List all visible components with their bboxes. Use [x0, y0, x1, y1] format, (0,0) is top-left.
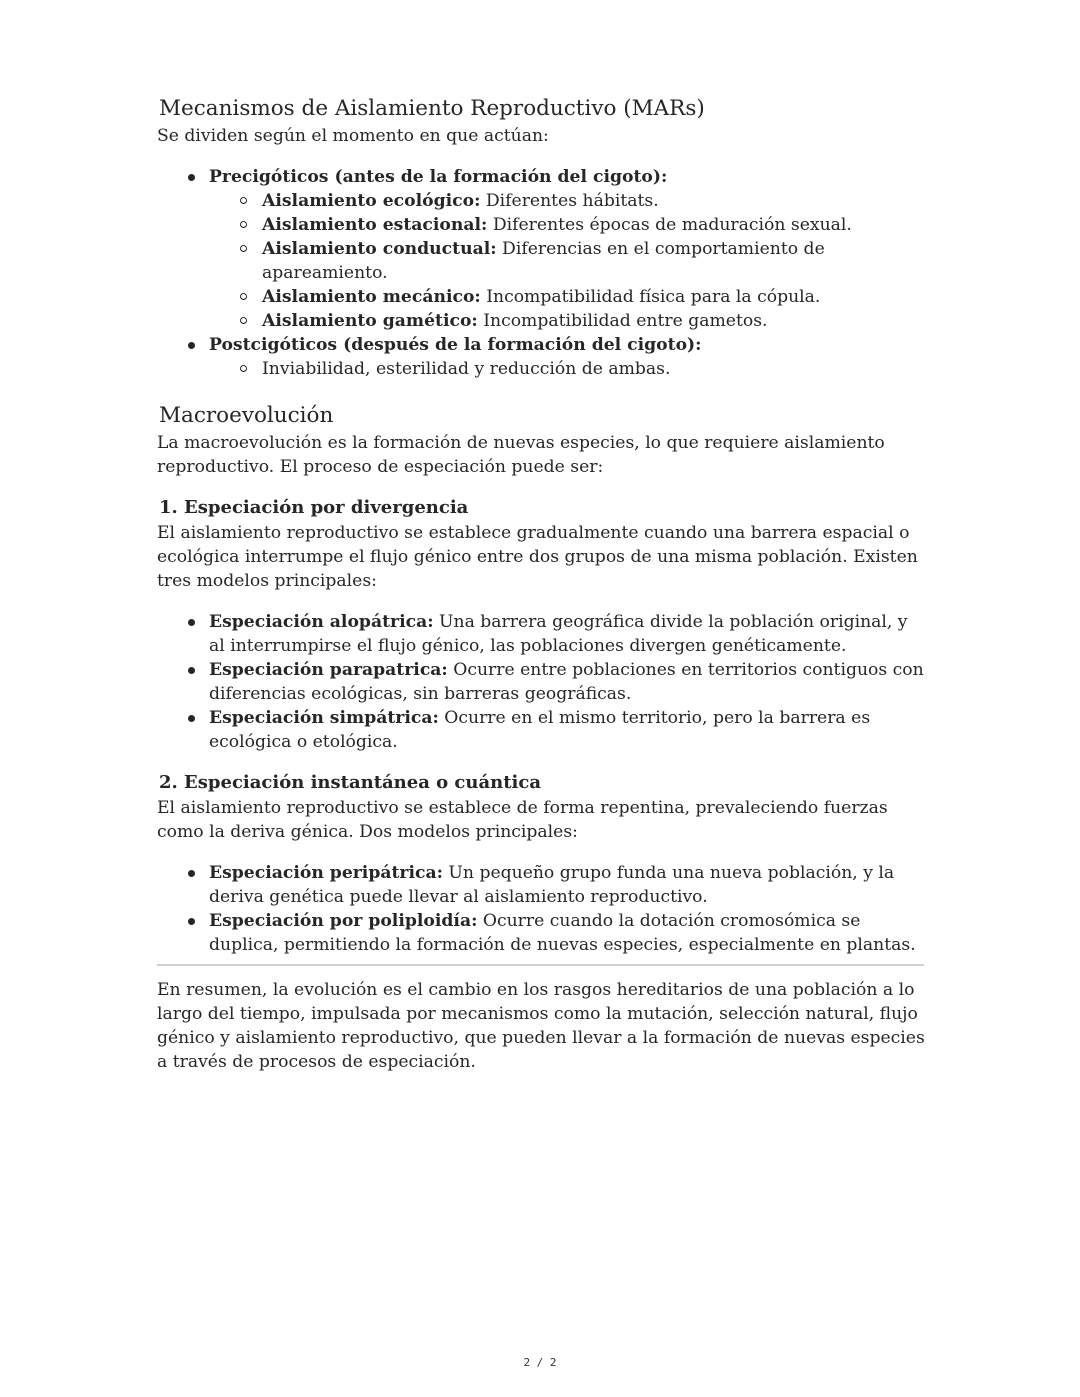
term: Especiación peripátrica: [209, 863, 443, 883]
page-number: 2 / 2 [523, 1356, 557, 1369]
subheading-divergencia: 1. Especiación por divergencia [159, 497, 469, 518]
list-item [262, 189, 927, 213]
list-item [262, 213, 927, 237]
instantanea-intro: El aislamiento reproductivo se establece de forma repentina, prevaleciendo fuerzas como la deriva génica. Dos modelos principales: [157, 798, 888, 842]
section-heading-macro: Macroevolución [159, 403, 334, 428]
pre-sublist [209, 189, 927, 333]
section-heading-mars: Mecanismos de Aislamiento Reproductivo (MARs) [159, 96, 705, 121]
list-item [209, 333, 927, 381]
list-item [262, 285, 927, 309]
term-text: Ocurre entre poblaciones en territorios contiguos con diferencias ecológicas, sin barreras geográficas. [209, 660, 924, 704]
list-item [209, 861, 927, 909]
term-text: Ocurre cuando la dotación cromosómica se duplica, permitiendo la formación de nuevas especies, especialmente en plantas. [209, 911, 916, 955]
term-text: Diferentes épocas de maduración sexual. [487, 215, 852, 235]
list-item [209, 165, 927, 333]
divergencia-list [157, 610, 927, 754]
pre-label: Precigóticos (antes de la formación del cigoto): [209, 167, 668, 187]
list-item: Inviabilidad, esterilidad y reducción de ambas. [262, 357, 927, 381]
term: Aislamiento gamético: [262, 311, 478, 331]
term: Especiación simpátrica: [209, 708, 439, 728]
term: Especiación por poliploidía: [209, 911, 478, 931]
term: Especiación alopátrica: [209, 612, 434, 632]
term-text: Incompatibilidad física para la cópula. [480, 287, 821, 307]
term: Aislamiento ecológico: [262, 191, 481, 211]
document-page [157, 94, 927, 1074]
list-item [209, 909, 927, 957]
term-text: Una barrera geográfica divide la población original, y al interrumpirse el flujo génico, las poblaciones divergen genéticamente. [209, 612, 908, 656]
term-text: Diferencias en el comportamiento de apareamiento. [262, 239, 825, 283]
list-item [209, 610, 927, 658]
term-text: Un pequeño grupo funda una nueva población, y la deriva genética puede llevar al aislamiento reproductivo. [209, 863, 895, 907]
term-text: Ocurre en el mismo territorio, pero la barrera es ecológica o etológica. [209, 708, 871, 752]
term: Aislamiento estacional: [262, 215, 488, 235]
list-item [209, 706, 927, 754]
mars-list [157, 165, 927, 381]
term: Aislamiento mecánico: [262, 287, 481, 307]
mars-intro: Se dividen según el momento en que actúan: [157, 126, 549, 146]
term: Especiación parapatrica: [209, 660, 448, 680]
summary-paragraph: En resumen, la evolución es el cambio en los rasgos hereditarios de una población a lo largo del tiempo, impulsada por mecanismos como la mutación, selección natural, flujo génico y aislamiento reproductivo, que pueden llevar a la formación de nuevas especies a través de procesos de especiación. [157, 980, 925, 1072]
list-item [262, 309, 927, 333]
post-sublist [209, 357, 927, 381]
section-divider [157, 964, 924, 966]
post-label: Postcigóticos (después de la formación del cigoto): [209, 335, 702, 355]
subheading-instantanea: 2. Especiación instantánea o cuántica [159, 772, 541, 793]
instantanea-list [157, 861, 927, 957]
macro-intro: La macroevolución es la formación de nuevas especies, lo que requiere aislamiento reproductivo. El proceso de especiación puede ser: [157, 433, 885, 477]
term-text: Incompatibilidad entre gametos. [477, 311, 768, 331]
term-text: Diferentes hábitats. [480, 191, 659, 211]
list-item [262, 237, 927, 285]
list-item [209, 658, 927, 706]
divergencia-intro: El aislamiento reproductivo se establece gradualmente cuando una barrera espacial o ecológica interrumpe el flujo génico entre dos grupos de una misma población. Existen tres modelos principales: [157, 523, 918, 591]
term: Aislamiento conductual: [262, 239, 497, 259]
